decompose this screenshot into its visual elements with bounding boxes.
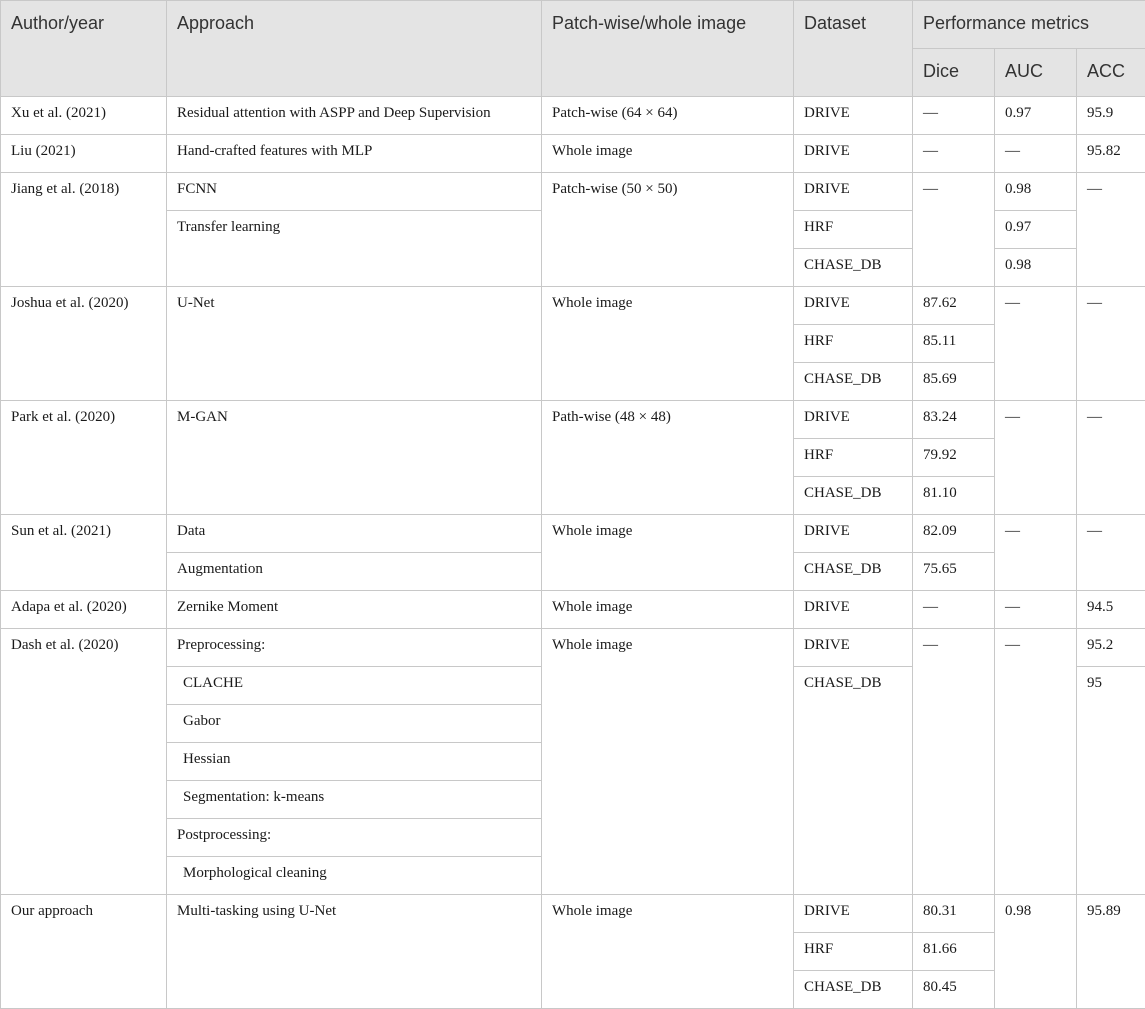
cell-dataset: DRIVE <box>794 629 913 667</box>
cell-auc: — <box>995 135 1077 173</box>
cell-acc: — <box>1077 515 1145 591</box>
cell-dice: — <box>913 97 995 135</box>
table-row <box>1 515 1145 553</box>
cell-patch: Path-wise (48 × 48) <box>542 401 794 515</box>
cell-approach: Morphological cleaning <box>167 857 542 895</box>
header-auc: AUC <box>995 49 1077 97</box>
cell-approach: Zernike Moment <box>167 591 542 629</box>
cell-dataset: DRIVE <box>794 135 913 173</box>
cell-auc: — <box>995 287 1077 401</box>
cell-auc: 0.98 <box>995 173 1077 211</box>
header-author-year: Author/year <box>1 1 167 97</box>
cell-dice: 79.92 <box>913 439 995 477</box>
cell-dice: 87.62 <box>913 287 995 325</box>
header-dataset: Dataset <box>794 1 913 97</box>
cell-dice: 81.66 <box>913 933 995 971</box>
table-row <box>1 97 1145 135</box>
cell-patch: Whole image <box>542 135 794 173</box>
cell-dataset: DRIVE <box>794 401 913 439</box>
cell-auc: — <box>995 629 1077 895</box>
cell-approach: Postprocessing: <box>167 819 542 857</box>
cell-dataset: CHASE_DB <box>794 667 913 895</box>
cell-acc: 95.9 <box>1077 97 1145 135</box>
cell-approach: M-GAN <box>167 401 542 515</box>
cell-auc: — <box>995 515 1077 591</box>
cell-acc: — <box>1077 401 1145 515</box>
table-row <box>1 591 1145 629</box>
cell-author: Xu et al. (2021) <box>1 97 167 135</box>
header-acc: ACC <box>1077 49 1145 97</box>
cell-approach: FCNN <box>167 173 542 211</box>
cell-dataset: HRF <box>794 211 913 249</box>
cell-patch: Whole image <box>542 629 794 895</box>
cell-dice: 80.45 <box>913 971 995 1009</box>
cell-approach: U-Net <box>167 287 542 401</box>
cell-dice: 80.31 <box>913 895 995 933</box>
cell-patch: Patch-wise (64 × 64) <box>542 97 794 135</box>
table-header <box>1 1 1145 97</box>
cell-patch: Whole image <box>542 287 794 401</box>
cell-dice: 82.09 <box>913 515 995 553</box>
cell-dataset: HRF <box>794 325 913 363</box>
cell-dataset: DRIVE <box>794 591 913 629</box>
cell-approach: Preprocessing: <box>167 629 542 667</box>
cell-dataset: CHASE_DB <box>794 553 913 591</box>
cell-dice: — <box>913 629 995 895</box>
cell-auc: 0.98 <box>995 249 1077 287</box>
cell-patch: Whole image <box>542 895 794 1009</box>
cell-dice: 83.24 <box>913 401 995 439</box>
cell-author: Adapa et al. (2020) <box>1 591 167 629</box>
cell-approach: Segmentation: k-means <box>167 781 542 819</box>
cell-acc: — <box>1077 173 1145 287</box>
cell-dice: — <box>913 173 995 287</box>
cell-patch: Whole image <box>542 591 794 629</box>
table-body <box>1 97 1145 1009</box>
cell-auc: 0.98 <box>995 895 1077 1009</box>
cell-patch: Patch-wise (50 × 50) <box>542 173 794 287</box>
cell-author: Our approach <box>1 895 167 1009</box>
cell-dataset: CHASE_DB <box>794 363 913 401</box>
cell-approach: Transfer learning <box>167 211 542 287</box>
cell-approach: Multi-tasking using U-Net <box>167 895 542 1009</box>
cell-approach: Data <box>167 515 542 553</box>
cell-auc: — <box>995 591 1077 629</box>
cell-acc: 95.82 <box>1077 135 1145 173</box>
cell-dice: — <box>913 135 995 173</box>
cell-author: Dash et al. (2020) <box>1 629 167 895</box>
table-row <box>1 895 1145 933</box>
table-row <box>1 173 1145 211</box>
cell-dataset: HRF <box>794 439 913 477</box>
cell-approach: Hand-crafted features with MLP <box>167 135 542 173</box>
cell-acc: 94.5 <box>1077 591 1145 629</box>
cell-approach: Gabor <box>167 705 542 743</box>
cell-author: Park et al. (2020) <box>1 401 167 515</box>
cell-dataset: CHASE_DB <box>794 971 913 1009</box>
cell-patch: Whole image <box>542 515 794 591</box>
cell-approach: Augmentation <box>167 553 542 591</box>
header-patch-wise: Patch-wise/whole image <box>542 1 794 97</box>
header-approach: Approach <box>167 1 542 97</box>
cell-dataset: DRIVE <box>794 895 913 933</box>
cell-acc: — <box>1077 287 1145 401</box>
table-row <box>1 135 1145 173</box>
cell-acc: 95.2 <box>1077 629 1145 667</box>
cell-approach: Residual attention with ASPP and Deep Supervision <box>167 97 542 135</box>
cell-dataset: CHASE_DB <box>794 249 913 287</box>
cell-auc: 0.97 <box>995 97 1077 135</box>
cell-dataset: DRIVE <box>794 173 913 211</box>
cell-dice: 85.11 <box>913 325 995 363</box>
cell-dataset: DRIVE <box>794 515 913 553</box>
cell-dataset: HRF <box>794 933 913 971</box>
table-row <box>1 287 1145 325</box>
header-dice: Dice <box>913 49 995 97</box>
cell-dice: — <box>913 591 995 629</box>
cell-auc: 0.97 <box>995 211 1077 249</box>
cell-auc: — <box>995 401 1077 515</box>
cell-dice: 85.69 <box>913 363 995 401</box>
table-row <box>1 629 1145 667</box>
cell-dataset: CHASE_DB <box>794 477 913 515</box>
cell-acc: 95 <box>1077 667 1145 895</box>
cell-acc: 95.89 <box>1077 895 1145 1009</box>
cell-author: Jiang et al. (2018) <box>1 173 167 287</box>
cell-dataset: DRIVE <box>794 287 913 325</box>
cell-dice: 81.10 <box>913 477 995 515</box>
cell-author: Sun et al. (2021) <box>1 515 167 591</box>
header-performance-metrics: Performance metrics <box>913 1 1145 49</box>
cell-author: Joshua et al. (2020) <box>1 287 167 401</box>
cell-dataset: DRIVE <box>794 97 913 135</box>
cell-approach: Hessian <box>167 743 542 781</box>
cell-author: Liu (2021) <box>1 135 167 173</box>
table-row <box>1 401 1145 439</box>
cell-approach: CLACHE <box>167 667 542 705</box>
cell-dice: 75.65 <box>913 553 995 591</box>
